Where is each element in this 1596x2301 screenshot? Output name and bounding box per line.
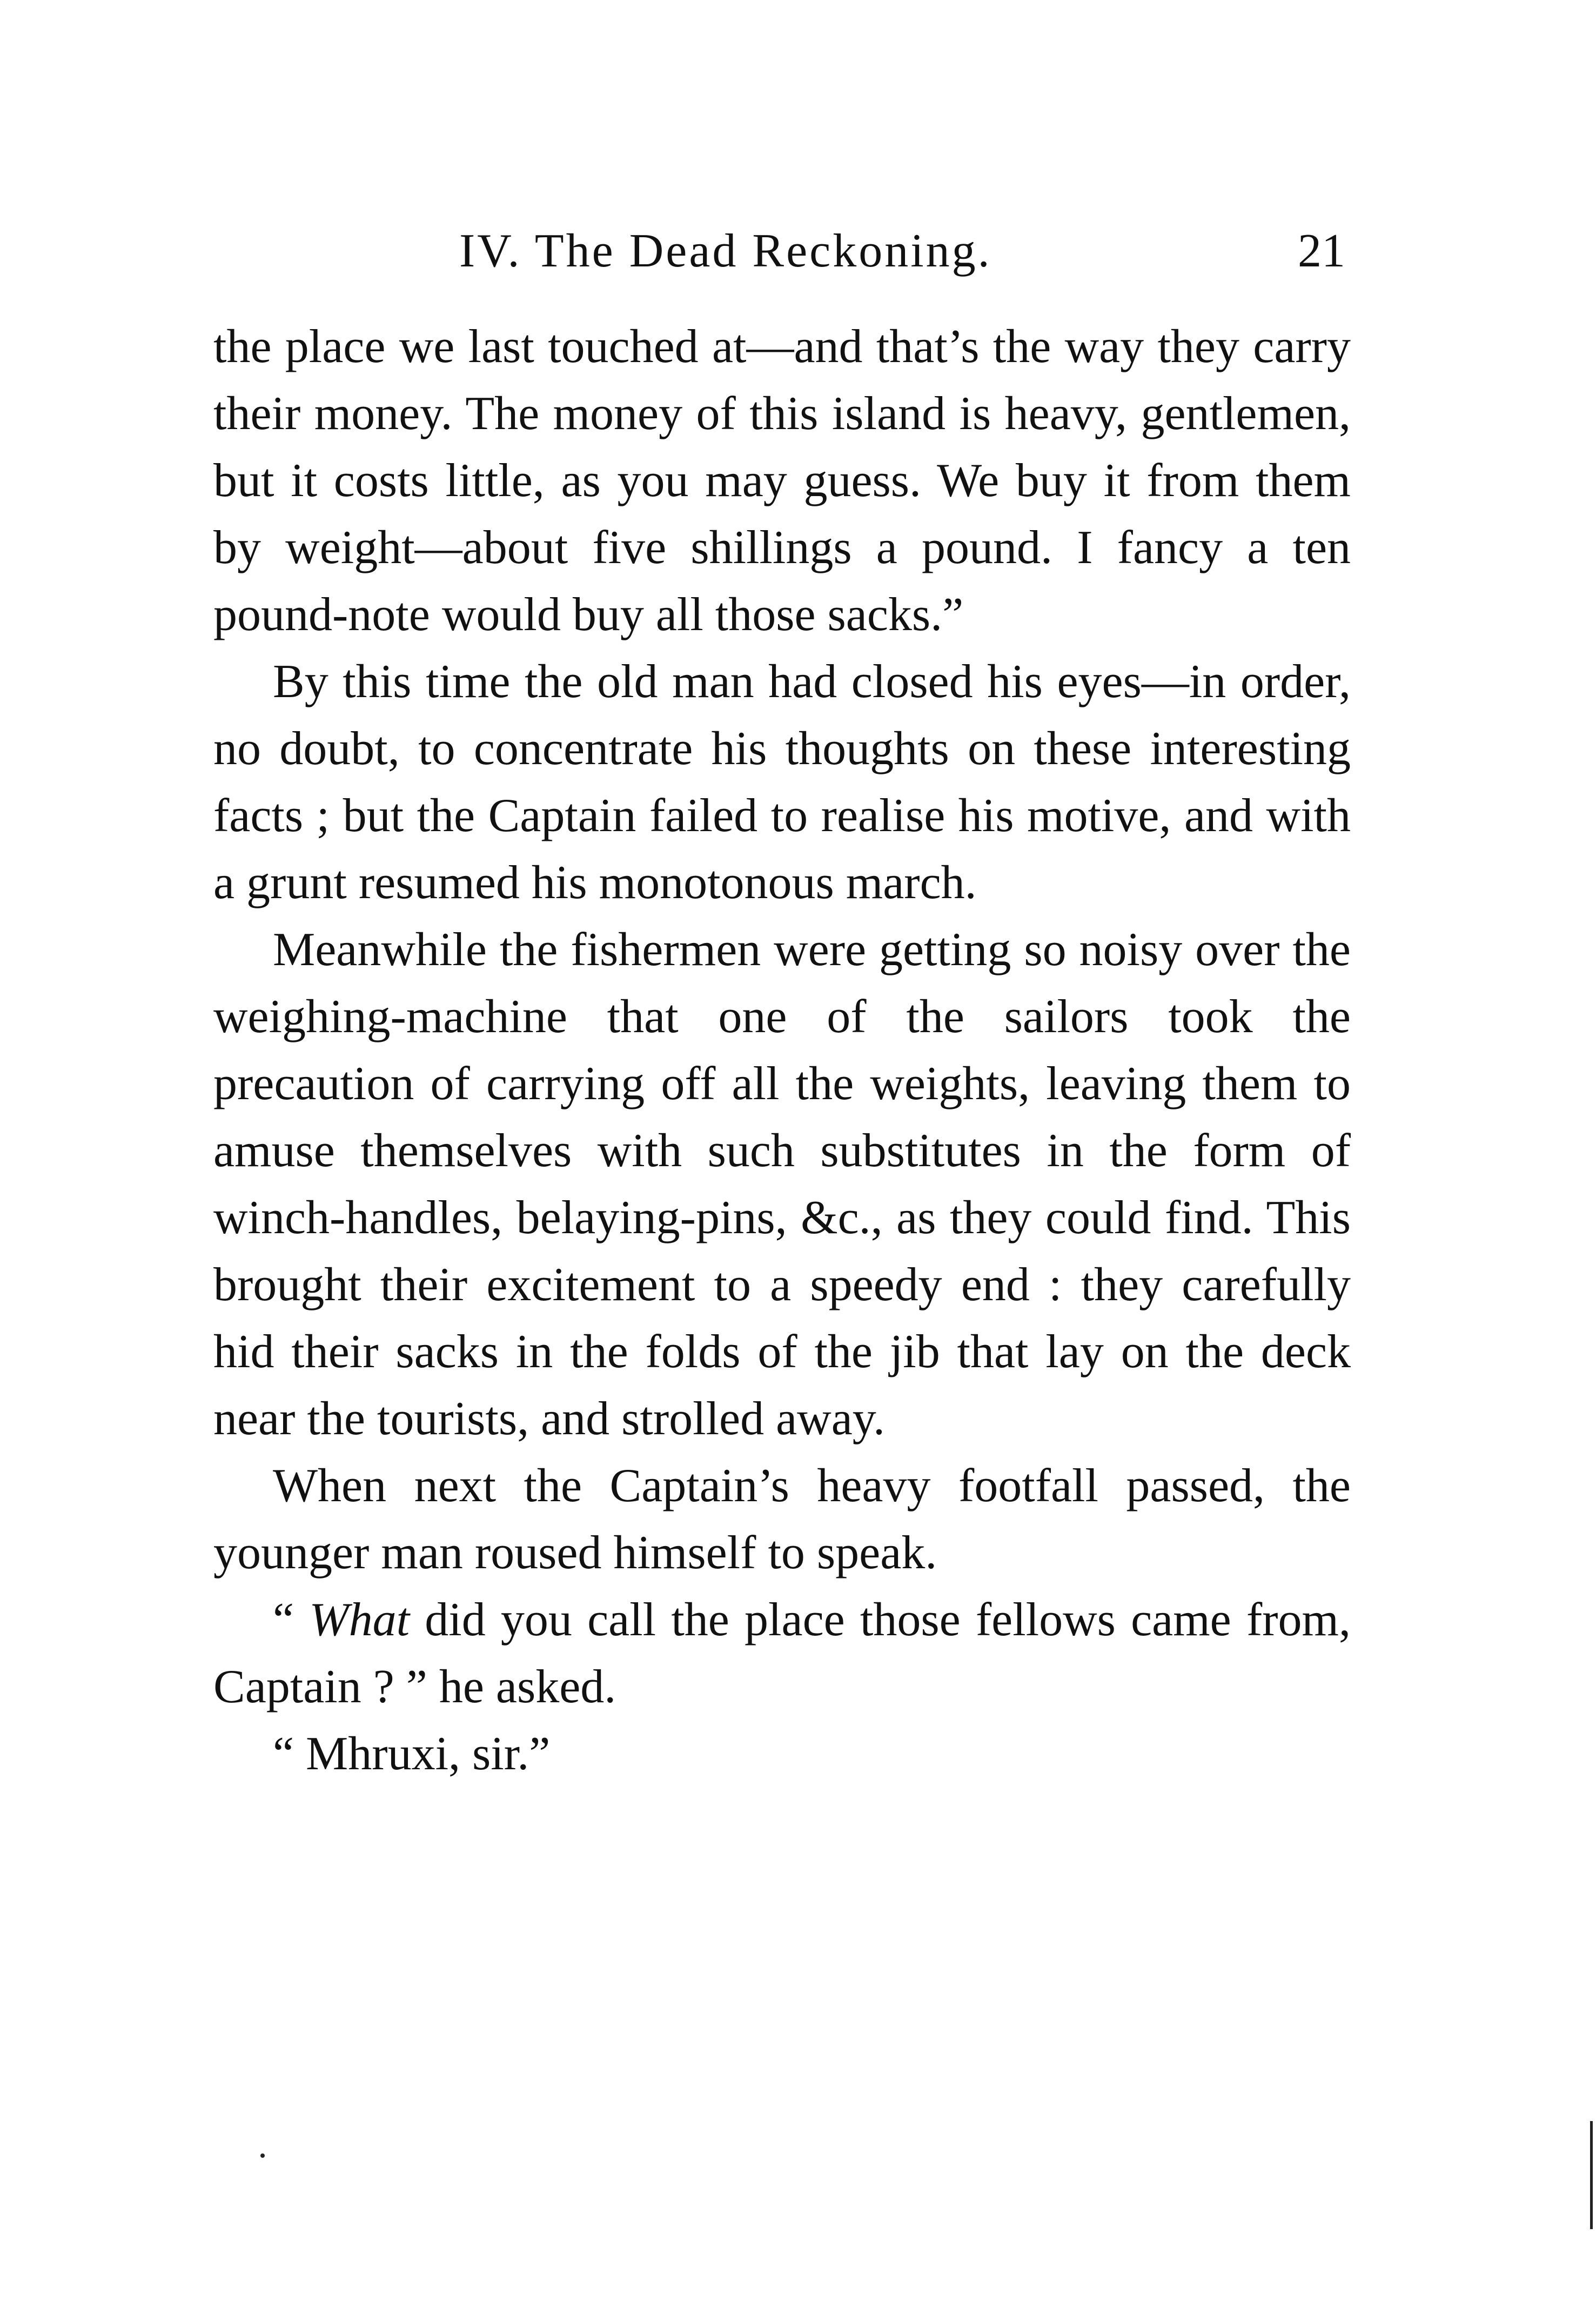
open-quote: “ xyxy=(273,1594,310,1646)
paragraph-2: By this time the old man had closed his eyes—in order, no doubt, to concentrate his thoughts on these interesting facts ; but the Captain failed to realise his motive, and with a grunt resumed his monotonous march. xyxy=(213,655,1351,909)
paragraph-5 xyxy=(213,1587,1351,1721)
body-text xyxy=(213,313,1351,1788)
paragraph-4: When next the Captain’s heavy footfall passed, the younger man roused himself to speak. xyxy=(213,1460,1351,1579)
scan-edge-mark xyxy=(1590,2121,1593,2229)
running-header xyxy=(459,213,1345,289)
page-number: 21 xyxy=(1298,225,1345,277)
running-title: IV. The Dead Reckoning. xyxy=(459,225,992,277)
paragraph-1: the place we last touched at—and that’s the way they carry their money. The money of this island is heavy, gentlemen, but it costs little, as you may guess. We buy it from them by weight—about five shillings a pound. I fancy a ten pound-note would buy all those sacks.” xyxy=(213,320,1351,641)
ink-speck xyxy=(260,2153,265,2158)
paragraph-3: Meanwhile the fishermen were getting so noisy over the weighing-machine that one of the sailors took the precaution of carrying off all the weights, leaving them to amuse themselves with such substitutes in the form of winch-handles, belaying-pins, &c., as they could find. This brought their excitement to a speedy end : they carefully hid their sacks in the folds of the jib that lay on the deck near the tourists, and strolled away. xyxy=(213,924,1351,1445)
paragraph-6: “ Mhruxi, sir.” xyxy=(273,1728,551,1780)
emphasis-word: What xyxy=(309,1594,410,1646)
question-rest: did you call the place those fellows came from, Captain ? ” he asked. xyxy=(213,1594,1351,1713)
